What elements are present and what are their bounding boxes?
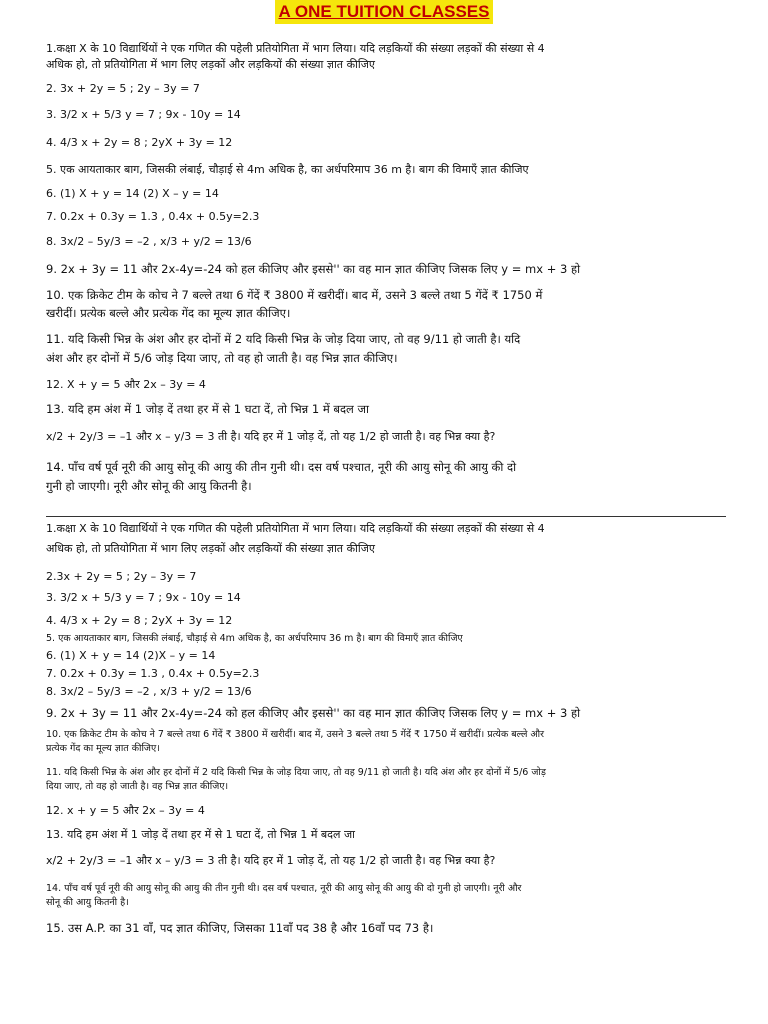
q9-line: 9. 2x + 3y = 11 और 2x-4y=-24 को हल कीजिए और इससे'' का वह मान ज्ञात कीजिए जिसक लिए y = mx + 3 हो (46, 706, 581, 720)
q2-line: 2.3x + 2y = 5 ; 2y – 3y = 7 (46, 570, 197, 583)
q7-line: 7. 0.2x + 0.3y = 1.3 , 0.4x + 0.5y=2.3 (46, 667, 260, 680)
q6-line: 6. (1) X + y = 14 (2) X – y = 14 (46, 187, 219, 200)
q8-line: 8. 3x/2 – 5y/3 = –2 , x/3 + y/2 = 13/6 (46, 235, 252, 248)
page-title-bar (0, 0, 768, 24)
q14-line-2: सोनू की आयु कितनी है। (46, 897, 129, 908)
q10-line-1: 10. एक क्रिकेट टीम के कोच ने 7 बल्ले तथा 6 गेंदें ₹ 3800 में खरीदीं। बाद में, उसने 3 बल्ले तथा 5 गेंदें ₹ 1750 में (46, 288, 543, 302)
q5-line: 5. एक आयताकार बाग, जिसकी लंबाई, चौड़ाई से 4m अधिक है, का अर्धपरिमाप 36 m है। बाग की विमाएँ ज्ञात कीजिए (46, 163, 529, 176)
q9-line: 9. 2x + 3y = 11 और 2x-4y=-24 को हल कीजिए और इससे'' का वह मान ज्ञात कीजिए जिसक लिए y = mx + 3 हो (46, 262, 581, 276)
q11-line-2: अंश और हर दोनों में 5/6 जोड़ दिया जाए, तो वह हो जाती है। वह भिन्न ज्ञात कीजिए। (46, 351, 398, 365)
q14-line-2: गुनी हो जाएगी। नूरी और सोनू की आयु कितनी है। (46, 479, 252, 493)
q6-line: 6. (1) X + y = 14 (2)X – y = 14 (46, 649, 216, 662)
q12-line: 12. x + y = 5 और 2x – 3y = 4 (46, 804, 205, 817)
q15-line: 15. उस A.P. का 31 वाँ, पद ज्ञात कीजिए, जिसका 11वाँ पद 38 है और 16वाँ पद 73 है। (46, 921, 434, 935)
q11-line-1: 11. यदि किसी भिन्न के अंश और हर दोनों में 2 यदि किसी भिन्न के जोड़ दिया जाए, तो वह 9/11 हो जाती है। यदि (46, 332, 521, 346)
q14-line-1: 14. पाँच वर्ष पूर्व नूरी की आयु सोनू की आयु की तीन गुनी थी। दस वर्ष पश्चात, नूरी की आयु सोनू की आयु की दो (46, 460, 517, 474)
q12-line: 12. X + y = 5 और 2x – 3y = 4 (46, 378, 206, 391)
q11-line-2: दिया जाए, तो वह हो जाती है। वह भिन्न ज्ञात कीजिए। (46, 781, 229, 792)
q1-line-1: 1.कक्षा X के 10 विद्यार्थियों ने एक गणित की पहेली प्रतियोगिता में भाग लिया। यदि लड़कियों की संख्या लड़कों की संख्या से 4 (46, 522, 545, 535)
q13-line-2: x/2 + 2y/3 = –1 और x – y/3 = 3 ती है। यदि हर में 1 जोड़ दें, तो यह 1/2 हो जाती है। वह भिन्न क्या है? (46, 854, 496, 867)
q1-line-1: 1.कक्षा X के 10 विद्यार्थियों ने एक गणित की पहेली प्रतियोगिता में भाग लिया। यदि लड़कियों की संख्या लड़कों की संख्या से 4 (46, 42, 545, 55)
q11-line-1: 11. यदि किसी भिन्न के अंश और हर दोनों में 2 यदि किसी भिन्न के जोड़ दिया जाए, तो वह 9/11 हो जाती है। यदि अंश और हर दोनों में 5/6 जोड़ (46, 767, 546, 778)
q2-line: 2. 3x + 2y = 5 ; 2y – 3y = 7 (46, 82, 200, 95)
q5-line: 5. एक आयताकार बाग, जिसकी लंबाई, चौड़ाई से 4m अधिक है, का अर्धपरिमाप 36 m है। बाग की विमाएँ ज्ञात कीजिए (46, 633, 463, 644)
q3-line: 3. 3/2 x + 5/3 y = 7 ; 9x - 10y = 14 (46, 108, 241, 121)
q1-line-2: अधिक हो, तो प्रतियोगिता में भाग लिए लड़कों और लड़कियों की संख्या ज्ञात कीजिए (46, 58, 375, 71)
q4-line: 4. 4/3 x + 2y = 8 ; 2yX + 3y = 12 (46, 614, 233, 627)
q4-line: 4. 4/3 x + 2y = 8 ; 2yX + 3y = 12 (46, 136, 233, 149)
q13-line-1: 13. यदि हम अंश में 1 जोड़ दें तथा हर में से 1 घटा दें, तो भिन्न 1 में बदल जा (46, 402, 370, 416)
q3-line: 3. 3/2 x + 5/3 y = 7 ; 9x - 10y = 14 (46, 591, 241, 604)
q10-line-1: 10. एक क्रिकेट टीम के कोच ने 7 बल्ले तथा 6 गेंदें ₹ 3800 में खरीदीं। बाद में, उसने 3 बल्ले तथा 5 गेंदें ₹ 1750 में खरीदीं। प्रत्येक बल्ले और (46, 729, 545, 740)
q10-line-2: खरीदीं। प्रत्येक बल्ले और प्रत्येक गेंद का मूल्य ज्ञात कीजिए। (46, 306, 291, 320)
q10-line-2: प्रत्येक गेंद का मूल्य ज्ञात कीजिए। (46, 743, 160, 754)
section-divider (46, 516, 726, 517)
q1-line-2: अधिक हो, तो प्रतियोगिता में भाग लिए लड़कों और लड़कियों की संख्या ज्ञात कीजिए (46, 542, 375, 555)
q8-line: 8. 3x/2 – 5y/3 = –2 , x/3 + y/2 = 13/6 (46, 685, 252, 698)
q13-line-1: 13. यदि हम अंश में 1 जोड़ दें तथा हर में से 1 घटा दें, तो भिन्न 1 में बदल जा (46, 828, 355, 841)
page-title: A ONE TUITION CLASSES (275, 0, 494, 24)
q13-line-2: x/2 + 2y/3 = –1 और x – y/3 = 3 ती है। यदि हर में 1 जोड़ दें, तो यह 1/2 हो जाती है। वह भिन्न क्या है? (46, 430, 496, 443)
q7-line: 7. 0.2x + 0.3y = 1.3 , 0.4x + 0.5y=2.3 (46, 210, 260, 223)
q14-line-1: 14. पाँच वर्ष पूर्व नूरी की आयु सोनू की आयु की तीन गुनी थी। दस वर्ष पश्चात, नूरी की आयु सोनू की आयु की दो गुनी हो जाएगी। नूरी और (46, 883, 522, 894)
